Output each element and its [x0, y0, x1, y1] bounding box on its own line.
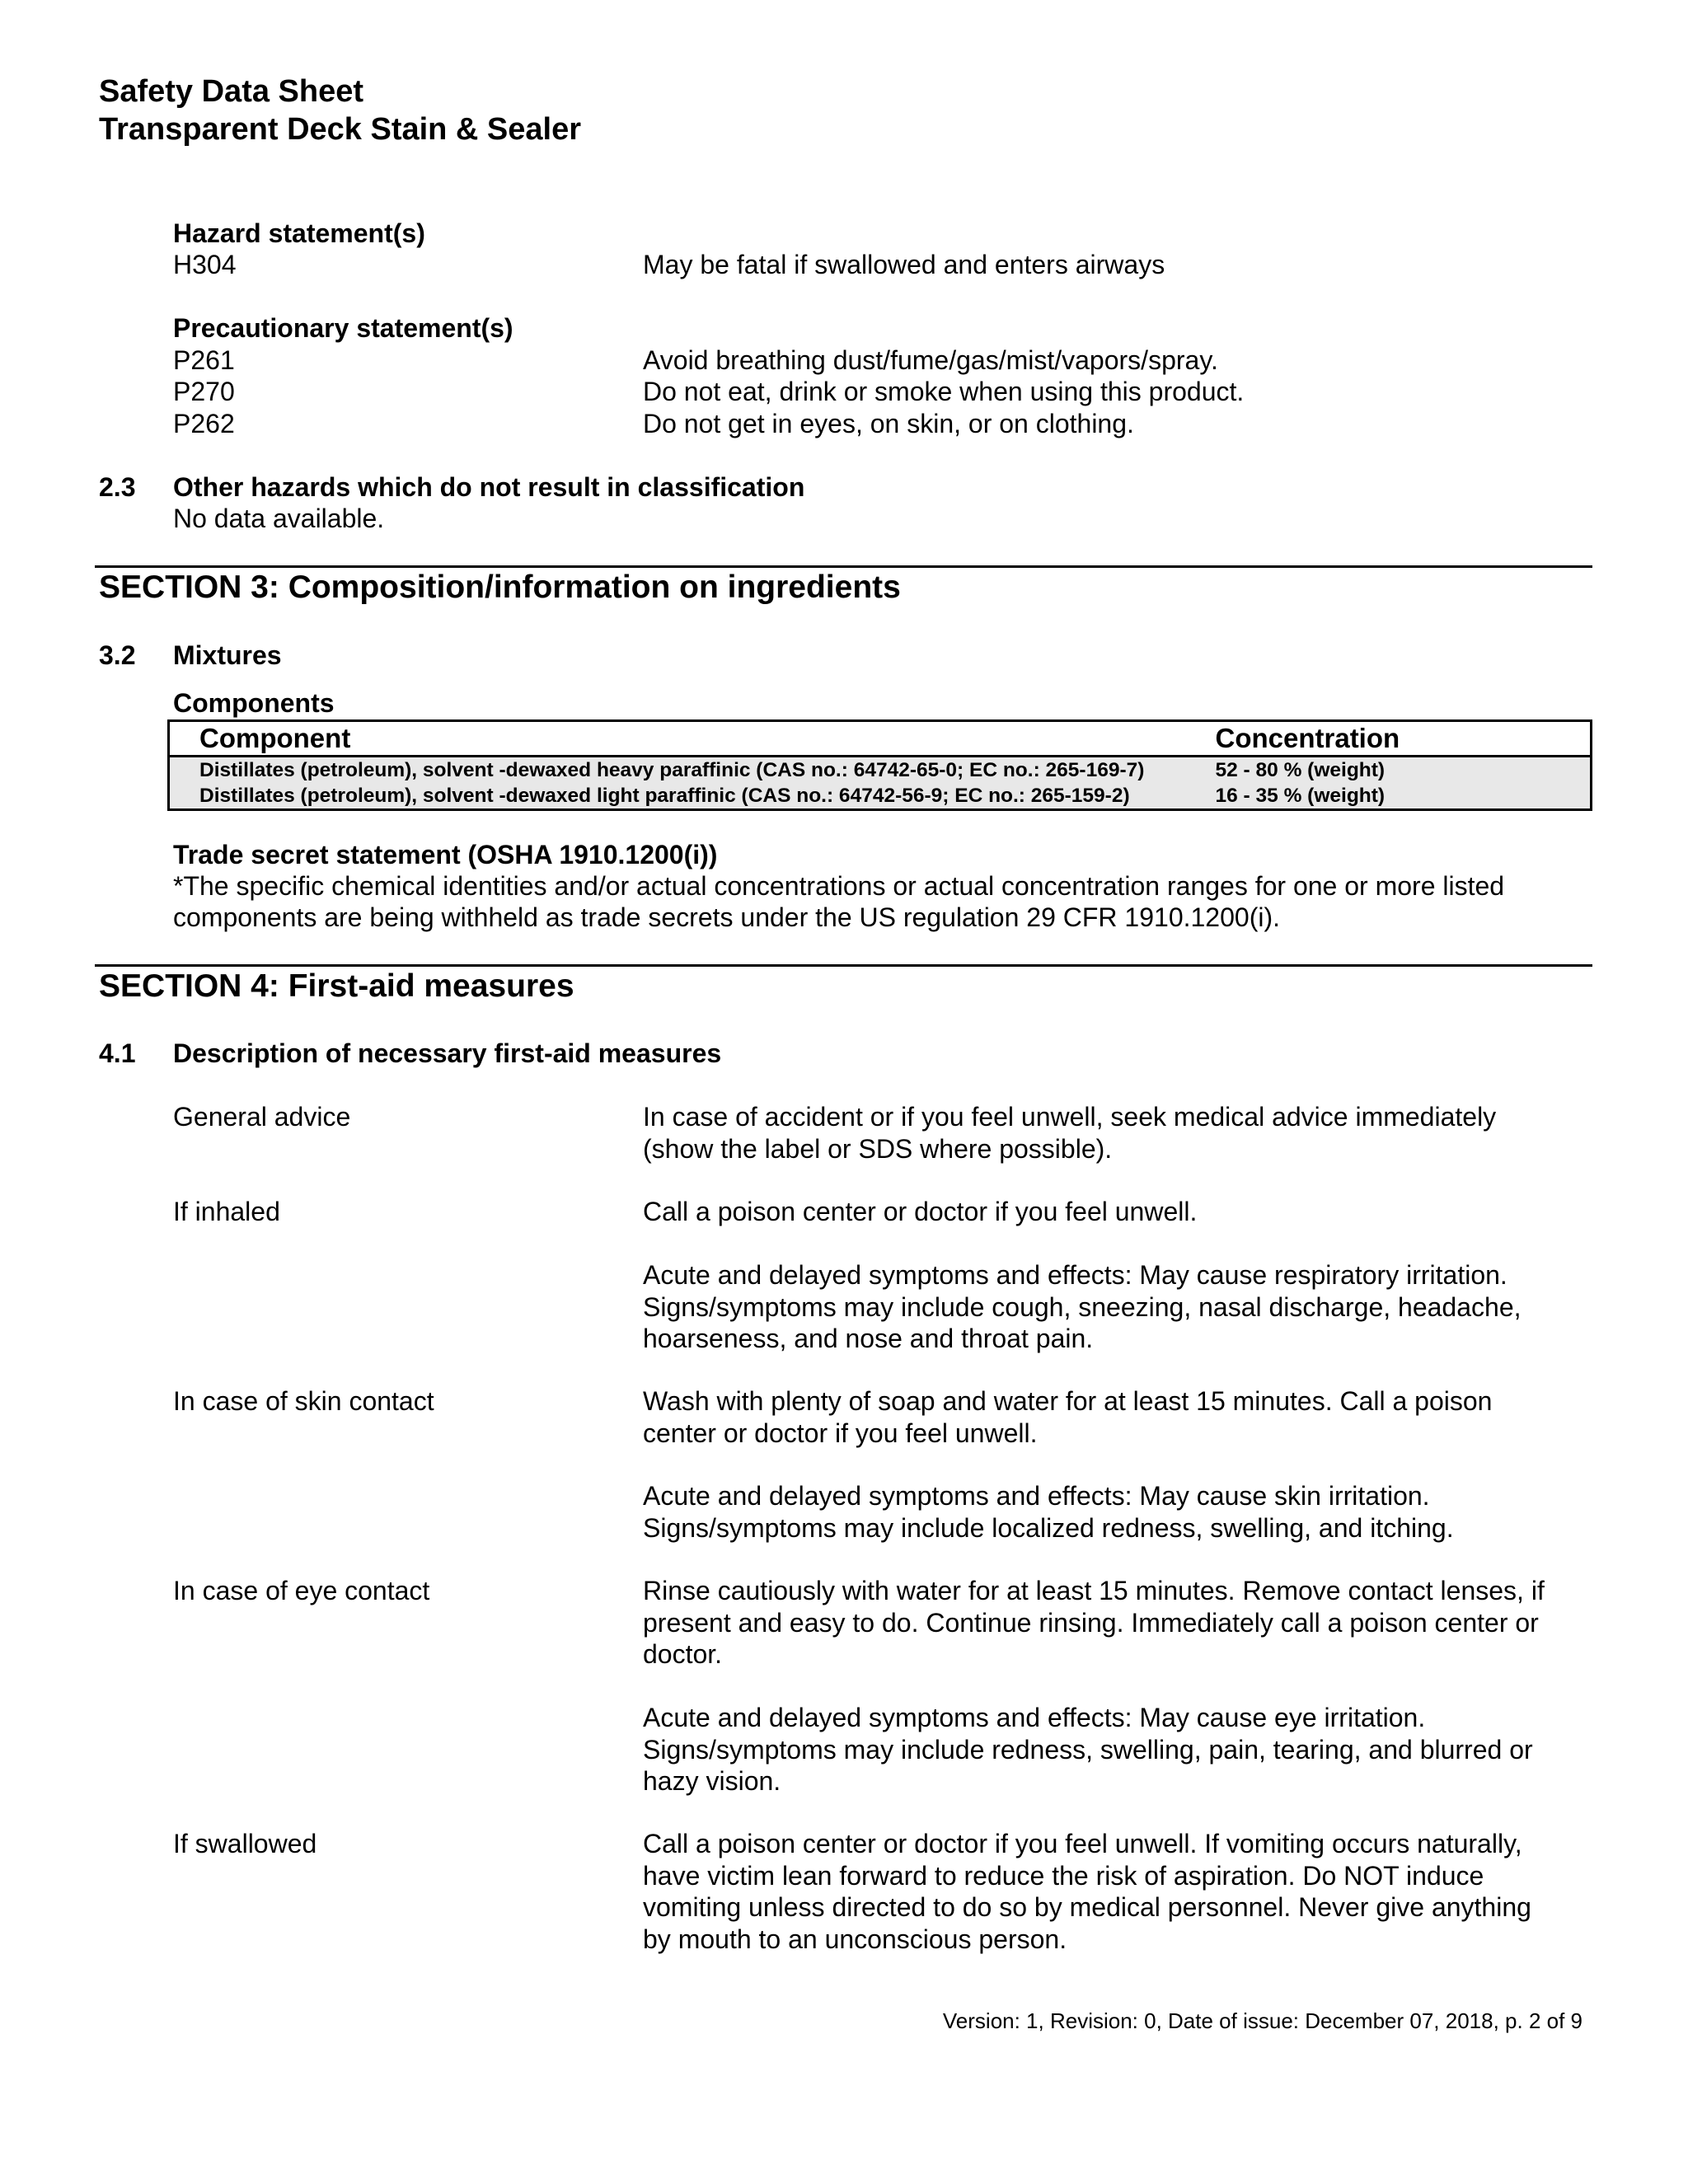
concentration-cell: 52 - 80 % (weight) — [1209, 757, 1592, 784]
measure-text — [643, 1828, 1591, 1955]
table-header-row — [169, 721, 1592, 757]
concentration-cell: 16 - 35 % (weight) — [1209, 783, 1592, 810]
measure-text — [643, 1702, 1591, 1797]
hazard-code: H304 — [173, 250, 237, 279]
text-line: doctor. — [643, 1639, 723, 1669]
component-cell: Distillates (petroleum), solvent -dewaxed heavy paraffinic (CAS no.: 64742-65-0; EC no.: 265-169-7) — [169, 757, 1209, 784]
text-line: Signs/symptoms may include localized redness, swelling, and itching. — [643, 1512, 1454, 1543]
text-line: present and easy to do. Continue rinsing. Immediately call a poison center or — [643, 1607, 1539, 1638]
page-footer: Version: 1, Revision: 0, Date of issue: December 07, 2018, p. 2 of 9 — [942, 2008, 1582, 2033]
text-line: Acute and delayed symptoms and effects: May cause eye irritation. — [643, 1703, 1426, 1732]
measure-label-if-swallowed: If swallowed — [173, 1829, 317, 1858]
subsection-number: 2.3 — [99, 472, 136, 502]
text-line: Acute and delayed symptoms and effects: May cause skin irritation. — [643, 1481, 1430, 1511]
table-row — [169, 783, 1592, 810]
text-line: Wash with plenty of soap and water for at least 15 minutes. Call a poison — [643, 1386, 1493, 1416]
hazard-statements-heading: Hazard statement(s) — [173, 218, 425, 248]
text-line: Signs/symptoms may include cough, sneezing, nasal discharge, headache, — [643, 1291, 1522, 1322]
text-line: by mouth to an unconscious person. — [643, 1924, 1067, 1954]
table-row — [169, 757, 1592, 784]
text-line: (show the label or SDS where possible). — [643, 1133, 1113, 1164]
text-line: Acute and delayed symptoms and effects: May cause respiratory irritation. — [643, 1260, 1507, 1290]
trade-secret-line: components are being withheld as trade secrets under the US regulation 29 CFR 1910.1200(i). — [173, 902, 1280, 932]
precautionary-code: P270 — [173, 377, 235, 406]
section-divider — [95, 565, 1592, 568]
text-line: Rinse cautiously with water for at least 15 minutes. Remove contact lenses, if — [643, 1576, 1545, 1605]
text-line: Call a poison center or doctor if you feel unwell. — [643, 1197, 1198, 1226]
subsection-heading: Other hazards which do not result in classification — [173, 472, 805, 502]
components-table — [167, 719, 1592, 811]
subsection-heading: Mixtures — [173, 640, 282, 670]
measure-text — [643, 1101, 1591, 1165]
section-divider — [95, 964, 1592, 967]
precautionary-statements-heading: Precautionary statement(s) — [173, 313, 513, 343]
text-line: have victim lean forward to reduce the risk of aspiration. Do NOT induce — [643, 1860, 1484, 1891]
subsection-number: 4.1 — [99, 1038, 136, 1068]
precautionary-code: P261 — [173, 345, 235, 375]
measure-text — [643, 1259, 1591, 1355]
subsection-number: 3.2 — [99, 640, 136, 670]
measure-label-skin-contact: In case of skin contact — [173, 1386, 434, 1416]
section-3-title: SECTION 3: Composition/information on ingredients — [99, 569, 901, 605]
text-line: hoarseness, and nose and throat pain. — [643, 1324, 1094, 1353]
measure-text — [643, 1480, 1591, 1544]
section-4-title: SECTION 4: First-aid measures — [99, 968, 574, 1004]
text-line: Signs/symptoms may include redness, swelling, pain, tearing, and blurred or — [643, 1734, 1533, 1765]
measure-text — [643, 1385, 1591, 1449]
subsection-text: No data available. — [173, 504, 385, 533]
measure-label-general-advice: General advice — [173, 1102, 351, 1132]
precautionary-text: Do not get in eyes, on skin, or on clothing. — [643, 409, 1134, 438]
component-cell: Distillates (petroleum), solvent -dewaxed light paraffinic (CAS no.: 64742-56-9; EC no.: 265-159-2) — [169, 783, 1209, 810]
text-line: Call a poison center or doctor if you feel unwell. If vomiting occurs naturally, — [643, 1829, 1522, 1858]
hazard-text: May be fatal if swallowed and enters airways — [643, 250, 1165, 279]
document-title-line-1: Safety Data Sheet — [99, 74, 364, 109]
measure-text — [643, 1196, 1591, 1228]
text-line: hazy vision. — [643, 1766, 781, 1796]
text-line: In case of accident or if you feel unwell, seek medical advice immediately — [643, 1102, 1497, 1132]
trade-secret-line: *The specific chemical identities and/or actual concentrations or actual concentration ranges for one or more listed — [173, 871, 1505, 901]
table-header-concentration: Concentration — [1209, 721, 1592, 757]
precautionary-text: Do not eat, drink or smoke when using this product. — [643, 377, 1245, 406]
components-heading: Components — [173, 688, 335, 718]
precautionary-code: P262 — [173, 409, 235, 438]
document-title-line-2: Transparent Deck Stain & Sealer — [99, 112, 582, 147]
measure-label-eye-contact: In case of eye contact — [173, 1576, 430, 1605]
text-line: vomiting unless directed to do so by medical personnel. Never give anything — [643, 1892, 1531, 1922]
text-line: center or doctor if you feel unwell. — [643, 1418, 1038, 1448]
table-header-component: Component — [169, 721, 1209, 757]
trade-secret-heading: Trade secret statement (OSHA 1910.1200(i)) — [173, 840, 718, 869]
document-title — [99, 73, 581, 148]
measure-text — [643, 1575, 1591, 1671]
precautionary-text: Avoid breathing dust/fume/gas/mist/vapors/spray. — [643, 345, 1218, 375]
measure-label-if-inhaled: If inhaled — [173, 1197, 280, 1226]
subsection-heading: Description of necessary first-aid measures — [173, 1038, 722, 1068]
